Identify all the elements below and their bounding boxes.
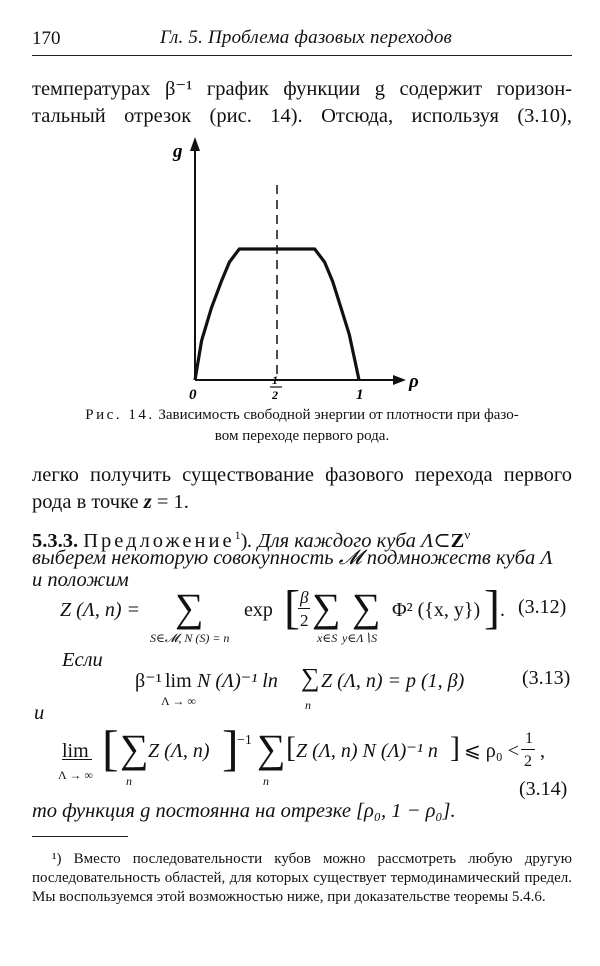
eq312-lbracket: [ <box>284 581 300 634</box>
eq312-number: (3.12) <box>518 596 567 618</box>
page-number: 170 <box>32 28 61 49</box>
symbol-nu: ν <box>464 527 471 542</box>
para-mid-line2 <box>32 489 572 516</box>
para-mid-line1: легко получить существование фазового перехода первого <box>32 464 572 486</box>
eq313-sum-sub: n <box>305 698 311 712</box>
eq313-beta-inv: β⁻¹ <box>135 670 162 692</box>
eq313-lim-sub: Λ → ∞ <box>161 694 196 708</box>
eq314-power: −1 <box>237 733 252 748</box>
y-axis-label: g <box>173 141 183 162</box>
eq314-inner2: Z (Λ, n) N (Λ)⁻¹ n <box>296 740 438 762</box>
eq312-two: 2 <box>300 611 309 630</box>
eq312-sum3-sub: y∈Λ∖S <box>342 631 378 645</box>
eq312-exp: exp <box>244 599 273 621</box>
proposition-line3: и положим <box>32 569 129 591</box>
eq313-lim: lim <box>165 670 192 692</box>
eq312-lhs: Z (Λ, n) = <box>60 599 141 621</box>
header-rule <box>32 55 572 56</box>
conclusion-line: то функция g постоянна на отрезке [ρ₀, 1 − ρ₀]. <box>32 800 456 822</box>
eq312-rbracket: ] <box>484 581 500 634</box>
eq314-sum2: ∑ <box>257 726 286 771</box>
footnote-rule <box>32 836 128 837</box>
proposition-line2: выберем некоторую совокупность 𝓜 подмножеств куба Λ <box>32 547 553 569</box>
eq312-sum2-sub: x∈S <box>317 631 338 645</box>
eq313-rest: Z (Λ, n) = p (1, β) <box>321 670 465 692</box>
eq312-sum2: ∑ <box>312 585 341 630</box>
figure-14 <box>160 135 460 405</box>
eq312-sum3: ∑ <box>352 585 381 630</box>
eq312-phi: Φ² ({x, y}) <box>392 599 481 621</box>
eq314-lbracket: [ <box>102 720 119 776</box>
y-axis-arrow <box>190 137 200 151</box>
footnote <box>32 850 572 907</box>
tick-half-numerator: 1 <box>272 373 278 387</box>
eq313-body: N (Λ)⁻¹ ln <box>197 670 278 692</box>
tick-zero: 0 <box>189 387 197 403</box>
eq314-comma: , <box>540 740 545 762</box>
var-z: z <box>143 491 152 513</box>
eq314-rsq: ] <box>450 731 460 764</box>
eq314-rbracket: ] <box>222 720 239 776</box>
eq314-sum1: ∑ <box>120 726 149 771</box>
eq314-relation: ⩽ ρ₀ < <box>464 740 519 762</box>
x-axis-arrow <box>393 375 406 385</box>
eq314-sum1-sub: n <box>126 774 132 788</box>
word-esli: Если <box>62 649 103 671</box>
eq314-half-num: 1 <box>525 730 533 747</box>
eq314-lim-underline <box>62 759 92 760</box>
caption-label: Рис. 14. <box>85 407 155 423</box>
tick-half-denominator: 2 <box>272 388 278 402</box>
eq312-sum1: ∑ <box>175 585 204 630</box>
eq314-number: (3.14) <box>519 778 568 800</box>
tick-one: 1 <box>356 387 364 403</box>
proposition-text-1: . Для каждого куба Λ⊂ <box>247 529 451 552</box>
eq314-lim-sub: Λ → ∞ <box>58 768 93 782</box>
x-axis-label: ρ <box>409 371 419 392</box>
eq314-lsq: [ <box>286 731 296 764</box>
footmark-paren: ) <box>240 529 248 552</box>
footnote-marker: ¹) <box>52 851 62 867</box>
eq314-inner1: Z (Λ, n) <box>148 740 210 762</box>
proposition-number: 5.3.3. <box>32 529 79 552</box>
eq314-half-den: 2 <box>524 753 532 770</box>
eq312-beta: β <box>300 588 309 607</box>
para-mid-end: = 1. <box>151 491 189 513</box>
figure-caption <box>32 405 572 447</box>
eq314-sum2-sub: n <box>263 774 269 788</box>
footnote-text: Вместо последовательности кубов можно рассмотреть любую другую последовательность областей, для которых существует термодинамический предел. Мы воспользуемся этой возможностью ниже, при доказательстве теоремы 5.4.6. <box>32 851 573 905</box>
running-head: Гл. 5. Проблема фазовых переходов <box>160 27 452 48</box>
proposition-word: Предложение <box>83 529 235 552</box>
symbol-Z: Z <box>450 529 465 552</box>
para-mid-text: рода в точке <box>32 491 144 513</box>
para-top-line1: температурах β⁻¹ график функции g содержит горизон- <box>32 78 572 100</box>
eq312-sum1-sub: S∈𝓜, N (S) = n <box>150 631 230 645</box>
eq314-lim: lim <box>62 740 89 762</box>
word-i: и <box>34 702 45 724</box>
para-top-line2: тальный отрезок (рис. 14). Отсюда, используя (3.10), <box>32 105 572 127</box>
caption-line1: Зависимость свободной энергии от плотности при фазо- <box>158 407 519 423</box>
eq312-dot: . <box>500 599 505 621</box>
eq313-sum: ∑ <box>301 663 320 692</box>
eq313-number: (3.13) <box>522 667 571 689</box>
caption-line2: вом переходе первого рода. <box>214 428 390 444</box>
footnote-mark: 1 <box>234 528 241 542</box>
